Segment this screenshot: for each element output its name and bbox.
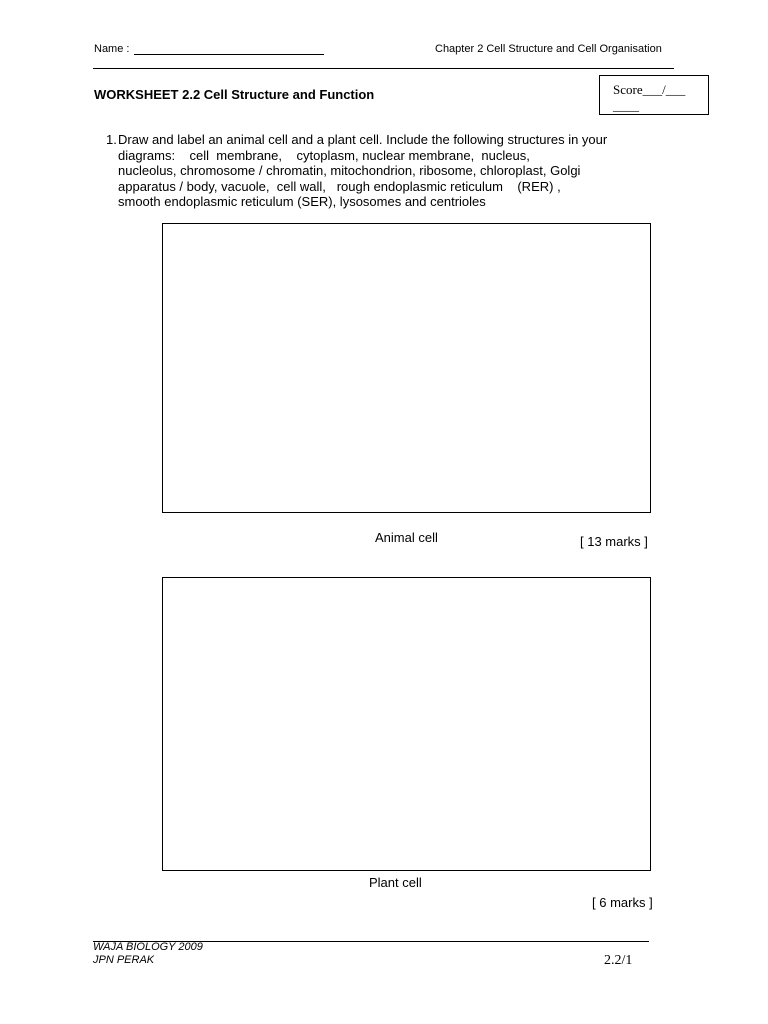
animal-cell-drawing-area[interactable] <box>162 223 651 513</box>
name-label: Name : <box>94 43 130 55</box>
name-input-line[interactable] <box>134 54 324 55</box>
footer-publication: WAJA BIOLOGY 2009 <box>93 941 203 953</box>
animal-cell-marks: [ 13 marks ] <box>580 534 648 549</box>
question-number: 1. <box>106 132 117 147</box>
page-number: 2.2/1 <box>604 953 633 968</box>
question-line: apparatus / body, vacuole, cell wall, rough endoplasmic reticulum (RER) , <box>118 178 561 194</box>
worksheet-title: WORKSHEET 2.2 Cell Structure and Function <box>94 87 375 102</box>
question-line: diagrams: cell membrane, cytoplasm, nuclear membrane, nucleus, <box>118 147 530 163</box>
chapter-title: Chapter 2 Cell Structure and Cell Organisation <box>435 43 662 55</box>
plant-cell-marks: [ 6 marks ] <box>592 895 653 910</box>
question-line: nucleolus, chromosome / chromatin, mitochondrion, ribosome, chloroplast, Golgi <box>118 163 581 178</box>
header-divider <box>93 68 674 69</box>
question-line: smooth endoplasmic reticulum (SER), lysosomes and centrioles <box>118 194 486 209</box>
score-label: Score___/___ <box>613 82 686 97</box>
plant-cell-drawing-area[interactable] <box>162 577 651 871</box>
score-total-blank: ____ <box>613 98 639 113</box>
question-line: Draw and label an animal cell and a plant cell. Include the following structures in your <box>118 132 608 147</box>
plant-cell-caption: Plant cell <box>369 875 422 890</box>
question-text <box>118 132 607 210</box>
footer-publisher: JPN PERAK <box>93 954 155 966</box>
score-box[interactable] <box>599 75 709 115</box>
animal-cell-caption: Animal cell <box>375 530 438 545</box>
